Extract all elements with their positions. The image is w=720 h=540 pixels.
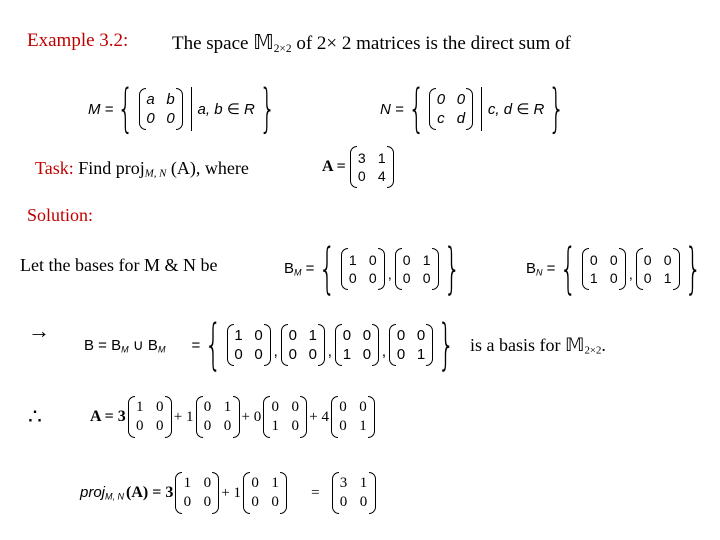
left-brace: {	[560, 237, 578, 300]
cell: 1	[663, 270, 672, 286]
paren-left	[281, 324, 288, 366]
bm-sub: M	[294, 267, 302, 278]
task-text-2: (A), where	[170, 158, 249, 178]
paren-right	[432, 248, 439, 290]
proj-result-matrix	[339, 475, 369, 511]
cell: 0	[396, 327, 406, 344]
such-that-bar	[481, 87, 482, 131]
cell: 0	[166, 110, 175, 127]
cell: 0	[609, 252, 618, 268]
paren-left	[582, 248, 589, 290]
paren-right	[426, 324, 433, 366]
cell: 1	[416, 346, 426, 363]
right-brace: }	[684, 237, 702, 300]
paren-right	[378, 248, 385, 290]
solution-label: Solution:	[27, 205, 94, 225]
proj-coef-2: + 1	[221, 484, 242, 501]
cell: 1	[359, 475, 368, 491]
bn-definition	[526, 237, 706, 300]
proj-text: proj	[80, 484, 106, 502]
cell: 0	[422, 270, 431, 286]
n-def-matrix	[436, 91, 466, 127]
cell: 0	[416, 327, 426, 344]
cell: 0	[362, 346, 372, 363]
paren-right	[372, 324, 379, 366]
implies-arrow-icon: →	[28, 318, 50, 343]
cell: 0	[288, 327, 297, 344]
bm-matrix-2	[402, 252, 432, 286]
cell: 0	[362, 327, 372, 344]
cell: 0	[203, 494, 212, 510]
paren-right	[368, 396, 375, 438]
paren-left	[263, 396, 270, 438]
bn-b: B	[526, 260, 537, 278]
union-lhs	[84, 336, 165, 354]
paren-right	[300, 396, 307, 438]
paren-right	[212, 472, 219, 514]
paren-right	[673, 248, 680, 290]
union-sub-2: M	[157, 344, 166, 355]
comma: ,	[387, 266, 392, 282]
paren-right	[280, 472, 287, 514]
paren-right	[165, 396, 172, 438]
paren-right	[466, 88, 473, 130]
right-brace: }	[548, 79, 566, 139]
therefore-lhs: A = 3	[90, 408, 126, 425]
coef-3: + 0	[241, 408, 262, 425]
cell: 4	[377, 168, 386, 184]
bn-lhs: $B_N$ =	[526, 260, 556, 278]
proj-matrix-2	[250, 475, 280, 511]
right-brace: }	[443, 237, 461, 300]
bn-matrix-1	[589, 252, 619, 286]
n-definition	[380, 79, 569, 139]
cell: 0	[271, 399, 279, 415]
comma: ,	[327, 342, 332, 360]
bn-matrix-2	[643, 252, 673, 286]
matrix-space-symbol-icon: 𝕄	[564, 334, 585, 356]
comma: ,	[273, 342, 278, 360]
cell: 0	[251, 494, 259, 510]
proj-matrix-1	[182, 475, 212, 511]
paren-right	[619, 248, 626, 290]
paren-left	[350, 146, 357, 188]
projection-expression	[80, 472, 376, 514]
cell: 0	[609, 270, 618, 286]
bm-lhs: $B_M$ =	[284, 260, 315, 278]
bn-sub: N	[536, 267, 543, 278]
cell: 0	[589, 252, 598, 268]
cell: 1	[271, 418, 279, 434]
m-def-lhs: M =	[88, 100, 114, 118]
union-tail-dims: 2×2	[584, 344, 602, 357]
paren-right	[176, 88, 183, 130]
union-lhs-text: B = B	[84, 336, 122, 354]
cell: d	[456, 110, 466, 127]
a-def-matrix	[357, 150, 387, 184]
cell: 0	[288, 346, 297, 363]
paren-left	[175, 472, 182, 514]
union-matrix-3	[342, 327, 372, 363]
paren-left	[243, 472, 250, 514]
proj-sub: M, N	[105, 491, 125, 502]
cell: 1	[308, 327, 317, 344]
task-sub: M, N	[144, 167, 167, 180]
therefore-matrix-3	[270, 399, 300, 435]
proj-arg: (A) = 3	[126, 484, 174, 501]
cell: a	[146, 91, 155, 108]
m-def-condition: a, b ∈ R	[197, 101, 255, 118]
cell: 0	[643, 252, 652, 268]
left-brace: {	[319, 237, 337, 300]
cell: 0	[342, 327, 352, 344]
cell: 0	[348, 270, 357, 286]
cell: 0	[339, 494, 348, 510]
m-definition	[88, 79, 280, 139]
paren-left	[128, 396, 135, 438]
bm-definition	[284, 237, 465, 300]
n-def-condition: c, d ∈ R	[487, 101, 545, 118]
cell: 1	[348, 252, 357, 268]
paren-right	[264, 324, 271, 366]
m-def-matrix	[146, 91, 176, 127]
cell: 0	[339, 418, 347, 434]
proj-eq: =	[311, 484, 320, 501]
cell: 0	[436, 91, 446, 108]
cell: 0	[308, 346, 317, 363]
therefore-icon: ∴	[28, 404, 42, 429]
right-brace: }	[437, 313, 455, 376]
union-matrix-1	[234, 327, 264, 363]
cell: b	[166, 91, 175, 108]
cell: 3	[357, 150, 366, 166]
left-brace: {	[204, 313, 222, 376]
example-label: Example 3.2:	[27, 30, 129, 51]
paren-left	[395, 248, 402, 290]
union-tail-end: .	[601, 335, 606, 355]
cell: 3	[339, 475, 348, 491]
cell: 1	[589, 270, 598, 286]
left-brace: {	[408, 79, 425, 139]
cell: 0	[291, 399, 299, 415]
cell: 1	[377, 150, 386, 166]
cell: 1	[223, 399, 232, 415]
cell: 0	[183, 494, 192, 510]
comma: ,	[628, 266, 633, 282]
task-label: Task:	[35, 158, 74, 178]
comma: ,	[381, 342, 387, 360]
cell: 1	[136, 399, 144, 415]
left-brace: {	[117, 79, 135, 139]
symbol-dims: 2×2	[273, 42, 292, 55]
cell: 0	[203, 399, 212, 415]
a-def-lhs: A =	[322, 158, 346, 175]
union-definition	[84, 313, 459, 376]
therefore-matrix-1	[135, 399, 165, 435]
paren-left	[335, 324, 342, 366]
cell: 1	[342, 346, 352, 363]
cell: 0	[251, 475, 259, 491]
paren-left	[389, 324, 396, 366]
cell: 0	[291, 418, 299, 434]
such-that-bar	[191, 87, 192, 131]
right-brace: }	[259, 79, 276, 139]
cell: 0	[643, 270, 652, 286]
coef-2: + 1	[173, 408, 194, 425]
paren-left	[139, 88, 146, 130]
cell: 0	[663, 252, 672, 268]
cell: 0	[368, 252, 377, 268]
matrix-space-symbol-icon: 𝕄	[253, 30, 274, 54]
cell: 0	[156, 399, 164, 415]
union-matrix-4	[396, 327, 426, 363]
cell: 0	[203, 418, 212, 434]
cell: 0	[339, 399, 347, 415]
cell: 1	[359, 418, 367, 434]
cell: 0	[359, 494, 368, 510]
cell: 0	[223, 418, 232, 434]
union-eq: =	[191, 336, 201, 354]
therefore-expression	[90, 396, 375, 438]
cell: 0	[396, 346, 406, 363]
paren-left	[196, 396, 203, 438]
union-tail	[470, 334, 606, 357]
cell: 0	[254, 346, 263, 363]
cell: 0	[156, 418, 164, 434]
therefore-matrix-2	[203, 399, 233, 435]
paren-right	[369, 472, 376, 514]
union-matrix-2	[288, 327, 318, 363]
cell: 0	[203, 475, 212, 491]
paren-left	[341, 248, 348, 290]
paren-right	[387, 146, 394, 188]
therefore-matrix-4	[338, 399, 368, 435]
example-text-before: The space	[172, 33, 249, 54]
bases-text: Let the bases for M & N be	[20, 255, 218, 275]
paren-left	[332, 472, 339, 514]
bm-b: B	[284, 260, 295, 278]
union-sub-1: M	[121, 344, 129, 355]
n-def-lhs: N =	[380, 100, 404, 118]
bm-matrix-1	[348, 252, 378, 286]
paren-right	[233, 396, 240, 438]
cell: 0	[146, 110, 155, 127]
union-tail-text: is a basis for	[470, 335, 561, 355]
paren-left	[429, 88, 436, 130]
cell: 1	[271, 475, 279, 491]
cell: 0	[136, 418, 144, 434]
proj-label	[80, 484, 124, 501]
cell: 0	[254, 327, 263, 344]
cell: 0	[456, 91, 466, 108]
cell: 0	[357, 168, 366, 184]
task-text-1: Find proj	[78, 158, 145, 178]
cell: 0	[402, 270, 411, 286]
example-statement	[172, 30, 571, 55]
a-definition	[322, 146, 394, 188]
cell: 0	[368, 270, 377, 286]
cell: 1	[183, 475, 192, 491]
paren-left	[331, 396, 338, 438]
cell: 1	[234, 327, 243, 344]
paren-left	[227, 324, 234, 366]
cell: c	[437, 110, 445, 127]
cell: 0	[271, 494, 279, 510]
paren-right	[318, 324, 325, 366]
cell: 0	[402, 252, 411, 268]
union-op: ∪ B	[132, 336, 158, 354]
task-line	[35, 158, 249, 180]
paren-left	[636, 248, 643, 290]
cell: 0	[359, 399, 367, 415]
cell: 0	[234, 346, 243, 363]
cell: 1	[422, 252, 431, 268]
example-text-after: of 2× 2 matrices is the direct sum of	[296, 33, 571, 54]
coef-4: + 4	[309, 408, 329, 425]
